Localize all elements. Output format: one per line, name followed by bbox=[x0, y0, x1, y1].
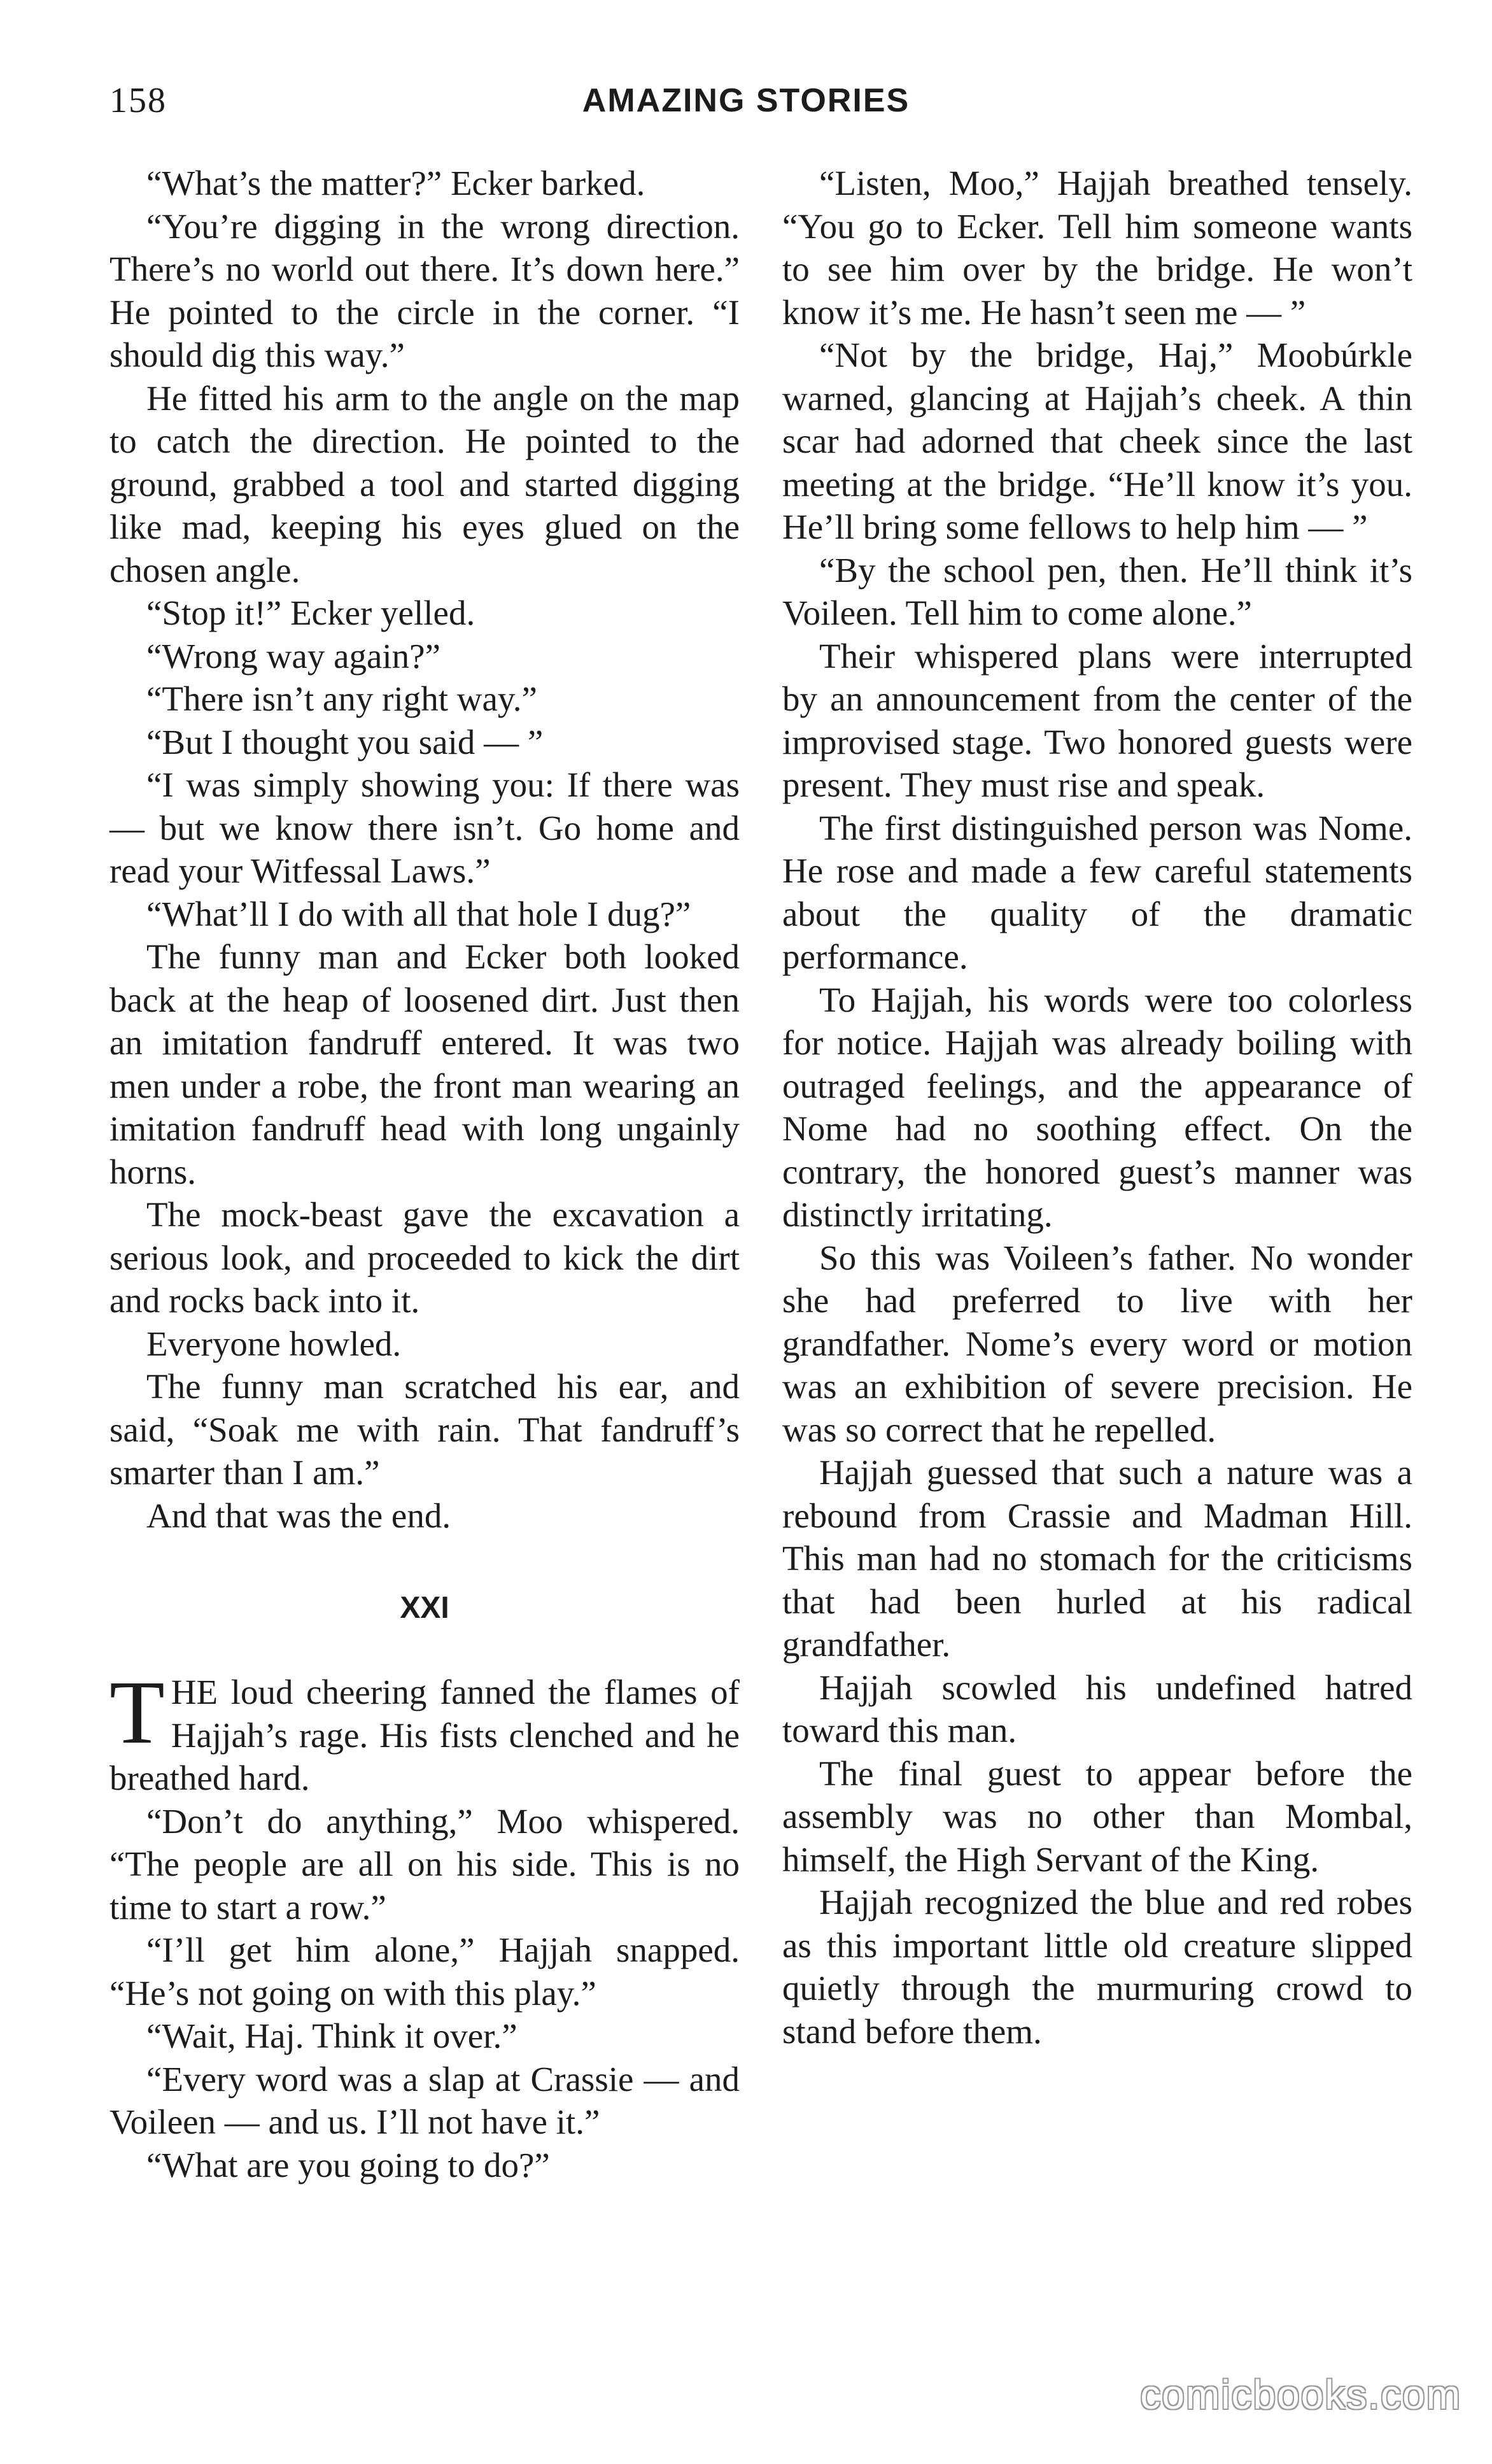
paragraph: The final guest to appear before the assembly was no other than Mombal, himself, the High Servant of the King. bbox=[782, 1753, 1412, 1879]
paragraph: And that was the end. bbox=[146, 1496, 451, 1535]
paragraph: The funny man scratched his ear, and said, “Soak me with rain. That fandruff’s smarter than I am.” bbox=[109, 1367, 740, 1492]
paragraph: “I was simply showing you: If there was — but we know there isn’t. Go home and read your Witfessal Laws.” bbox=[109, 765, 740, 890]
paragraph: He fitted his arm to the angle on the map to catch the direction. He pointed to the ground, grabbed a tool and started digging like mad, keeping his eyes glued on the chosen angle. bbox=[109, 378, 740, 590]
running-head: AMAZING STORIES bbox=[582, 82, 910, 119]
page-header bbox=[0, 75, 1492, 126]
paragraph: “Wait, Haj. Think it over.” bbox=[146, 2016, 517, 2055]
paragraph: “By the school pen, then. He’ll think it’s Voileen. Tell him to come alone.” bbox=[782, 550, 1412, 632]
paragraph: “What’ll I do with all that hole I dug?” bbox=[146, 894, 691, 933]
paragraph: “Wrong way again?” bbox=[146, 636, 440, 676]
paragraph: “You’re digging in the wrong direction. There’s no world out there. It’s down here.” He pointed to the circle in the corner. “I should dig this way.” bbox=[109, 206, 740, 374]
paragraph: “Not by the bridge, Haj,” Moobúrkle warned, glancing at Hajjah’s cheek. A thin scar had adorned that cheek since the last meeting at the bridge. “He’ll know it’s you. He’ll bring some fellows to help him — ” bbox=[782, 336, 1412, 546]
paragraph: “Stop it!” Ecker yelled. bbox=[146, 593, 475, 632]
paragraph: Everyone howled. bbox=[146, 1324, 402, 1363]
paragraph: Hajjah recognized the blue and red robes as this important little old creature slipped quietly through the murmuring crowd to stand before them. bbox=[782, 1883, 1412, 2051]
drop-cap: T bbox=[109, 1662, 165, 1762]
paragraph: “Every word was a slap at Crassie — and Voileen — and us. I’ll not have it.” bbox=[109, 2059, 740, 2141]
paragraph: “I’ll get him alone,” Hajjah snapped. “He’s not going on with this play.” bbox=[109, 1930, 740, 2013]
paragraph: So this was Voileen’s father. No wonder she had preferred to live with her grandfather. Nome’s every word or motion was an exhibition of severe precision. He was so correct that he repelled. bbox=[782, 1238, 1412, 1449]
paragraph: “Listen, Moo,” Hajjah breathed tensely. “You go to Ecker. Tell him someone wants to see him over by the bridge. He won’t know it’s me. He hasn’t seen me — ” bbox=[782, 164, 1412, 332]
paragraph: Hajjah guessed that such a nature was a rebound from Crassie and Madman Hill. This man had no stomach for the criticisms that had been hurled at his radical grandfather. bbox=[782, 1453, 1412, 1664]
watermark: comicbooks.com bbox=[1140, 2372, 1461, 2418]
left-column bbox=[109, 162, 740, 2186]
paragraph: “What’s the matter?” Ecker barked. bbox=[146, 164, 645, 202]
page-number: 158 bbox=[109, 81, 167, 120]
paragraph: To Hajjah, his words were too colorless for notice. Hajjah was already boiling with outraged feelings, and the appearance of Nome had no soothing effect. On the contrary, the honored guest’s manner was distinctly irritating. bbox=[782, 980, 1412, 1234]
paragraph: Hajjah scowled his undefined hatred toward this man. bbox=[782, 1667, 1412, 1750]
dropcap-paragraph-text: HE loud cheering fanned the flames of Hajjah’s rage. His fists clenched and he breathed hard. bbox=[109, 1673, 740, 1797]
dropcap-paragraph bbox=[109, 1662, 740, 1800]
paragraph: “But I thought you said — ” bbox=[146, 722, 544, 761]
paragraph: “There isn’t any right way.” bbox=[146, 679, 537, 718]
chapter-heading: XXI bbox=[400, 1591, 449, 1625]
right-column bbox=[782, 162, 1412, 2053]
paragraph: The first distinguished person was Nome. He rose and made a few careful statements about the quality of the dramatic performance. bbox=[782, 808, 1412, 976]
paragraph: The mock-beast gave the excavation a serious look, and proceeded to kick the dirt and rocks back into it. bbox=[109, 1195, 740, 1320]
paragraph: “What are you going to do?” bbox=[146, 2145, 550, 2184]
paragraph: Their whispered plans were interrupted by an announcement from the center of the improvised stage. Two honored guests were present. They must rise and speak. bbox=[782, 636, 1412, 804]
paragraph: The funny man and Ecker both looked back at the heap of loosened dirt. Just then an imitation fandruff entered. It was two men under a robe, the front man wearing an imitation fandruff head with long ungainly horns. bbox=[109, 937, 740, 1191]
paragraph: “Don’t do anything,” Moo whispered. “The people are all on his side. This is no time to start a row.” bbox=[109, 1801, 740, 1927]
